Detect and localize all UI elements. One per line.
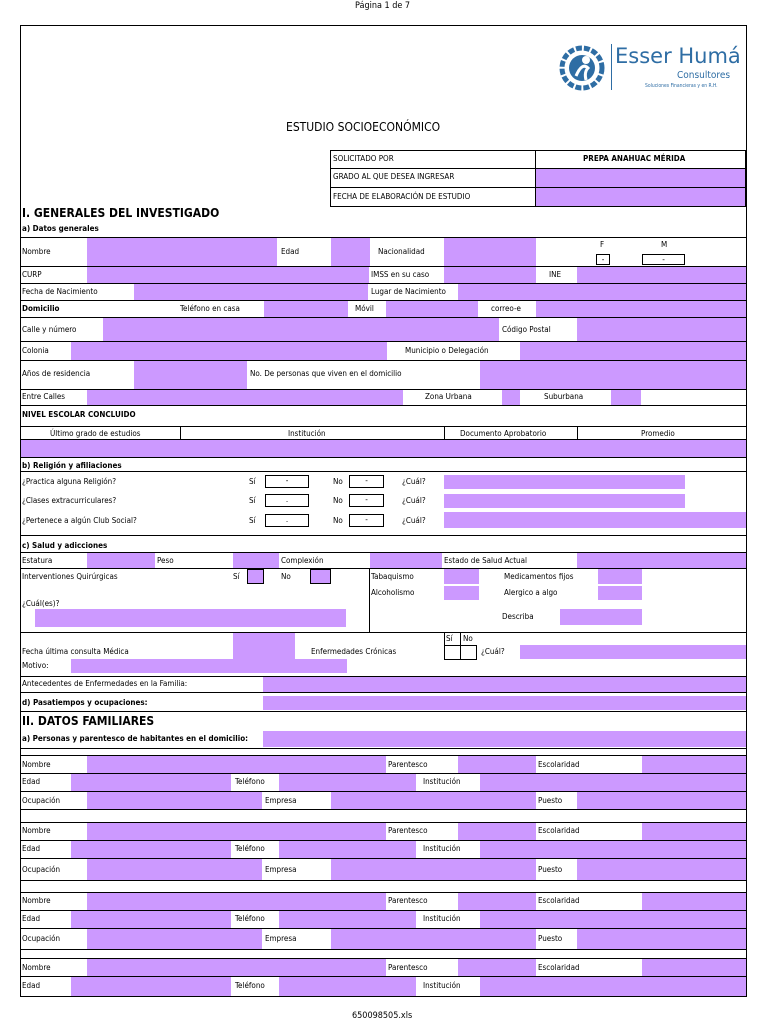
- familiar-2-telefono-label: Teléfono: [235, 844, 265, 853]
- familiar-3-escolaridad-label: Escolaridad: [538, 896, 580, 905]
- correo-field[interactable]: [536, 301, 746, 317]
- anios-field[interactable]: [134, 361, 247, 389]
- motivo-field[interactable]: [71, 659, 347, 673]
- religion-heading: b) Religión y afiliaciones: [22, 461, 122, 470]
- familiar-4-parentesco-label: Parentesco: [388, 963, 428, 972]
- cronicas-checkbox[interactable]: [444, 645, 477, 660]
- familiar-3-nombre-label: Nombre: [22, 896, 51, 905]
- q-religion-si-box[interactable]: -: [265, 475, 309, 488]
- interv-label: Interventiones Quirúrgicas: [22, 572, 118, 581]
- familiar-4-escolaridad-label: Escolaridad: [538, 963, 580, 972]
- q-club-cual: ¿Cuál?: [402, 516, 426, 525]
- imss-label: IMSS en su caso: [371, 270, 430, 279]
- salud-heading: c) Salud y adicciones: [22, 541, 108, 550]
- calle-field[interactable]: [103, 318, 499, 341]
- describa-field[interactable]: [560, 609, 642, 625]
- familiar-1-institucion-field[interactable]: [480, 774, 746, 791]
- m-label: M: [661, 240, 668, 249]
- grado-label: GRADO AL QUE DESEA INGRESAR: [333, 172, 455, 181]
- familiar-3-telefono-label: Teléfono: [235, 914, 265, 923]
- familiar-3-institucion-label: Institución: [423, 914, 461, 923]
- interv-no: No: [281, 572, 291, 581]
- cp-field[interactable]: [577, 318, 746, 341]
- pasatiempos-label: d) Pasatiempos y ocupaciones:: [22, 698, 148, 707]
- q-club-no: No: [333, 516, 343, 525]
- q-club-si: Sí: [249, 516, 256, 525]
- movil-field[interactable]: [386, 301, 478, 317]
- familiar-2-escolaridad-field[interactable]: [642, 823, 746, 840]
- describa-label: Describa: [502, 612, 534, 621]
- q-club-si-box[interactable]: .: [265, 514, 309, 527]
- familiar-2-ocupacion-label: Ocupación: [22, 865, 61, 874]
- familiar-2-edad-field[interactable]: [71, 841, 231, 858]
- alcoholismo-field[interactable]: [444, 586, 479, 600]
- familiar-4-telefono-field[interactable]: [279, 977, 416, 996]
- q-religion-no: No: [333, 477, 343, 486]
- suburbana-label: Suburbana: [544, 392, 584, 401]
- cuales-label: ¿Cuál(es)?: [22, 599, 60, 608]
- nivel-escolar-heading: NIVEL ESCOLAR CONCLUIDO: [22, 410, 136, 419]
- tabaquismo-field[interactable]: [444, 569, 479, 584]
- q-religion-no-box[interactable]: -: [349, 475, 384, 488]
- familiar-4-telefono-label: Teléfono: [235, 981, 265, 990]
- personas-field[interactable]: [480, 361, 746, 389]
- q-clases-no: No: [333, 496, 343, 505]
- fecha-estudio-field[interactable]: [536, 188, 745, 206]
- estado-salud-label: Estado de Salud Actual: [444, 556, 527, 565]
- q-clases-si: Sí: [249, 496, 256, 505]
- q-religion-si: Sí: [249, 477, 256, 486]
- f-label: F: [600, 240, 605, 249]
- municipio-field[interactable]: [520, 342, 746, 360]
- q-clases-label: ¿Clases extracurriculares?: [22, 496, 117, 505]
- fnac-field[interactable]: [134, 284, 368, 300]
- familiar-1-parentesco-field[interactable]: [458, 756, 536, 773]
- correo-label: correo-e: [491, 304, 521, 313]
- file-name: 650098505.xls: [352, 1011, 413, 1021]
- alcoholismo-label: Alcoholismo: [371, 588, 415, 597]
- q-clases-cual: ¿Cuál?: [402, 496, 426, 505]
- cuales-field[interactable]: [35, 609, 346, 627]
- curp-label: CURP: [22, 270, 42, 279]
- familiar-4-edad-field[interactable]: [71, 977, 231, 996]
- q-clases-si-box[interactable]: .: [265, 494, 309, 507]
- consulta-no: No: [463, 634, 473, 643]
- page-number: Página 1 de 7: [355, 1, 411, 11]
- familiar-3-puesto-label: Puesto: [538, 934, 563, 943]
- nacionalidad-label: Nacionalidad: [378, 247, 425, 256]
- lnac-field[interactable]: [458, 284, 746, 300]
- familiar-2-telefono-field[interactable]: [279, 841, 416, 858]
- lnac-label: Lugar de Nacimiento: [371, 287, 446, 296]
- estatura-label: Estatura: [22, 556, 53, 565]
- estado-salud-field[interactable]: [577, 553, 746, 568]
- familiar-1-puesto-label: Puesto: [538, 796, 563, 805]
- familiar-2-edad-label: Edad: [22, 844, 41, 853]
- q-club-no-box[interactable]: -: [349, 514, 384, 527]
- familiar-3-edad-label: Edad: [22, 914, 41, 923]
- promedio-header: Promedio: [641, 429, 675, 438]
- familiar-3-parentesco-field[interactable]: [458, 893, 536, 910]
- escolaridad-row-field[interactable]: [21, 440, 746, 457]
- interv-si: Sí: [233, 572, 240, 581]
- familiar-3-institucion-field[interactable]: [480, 911, 746, 928]
- familiar-1-institucion-label: Institución: [423, 777, 461, 786]
- familiar-1-empresa-label: Empresa: [265, 796, 297, 805]
- familiar-1-edad-field[interactable]: [71, 774, 231, 791]
- consulta-si: Sí: [446, 634, 453, 643]
- sexo-m-checkbox[interactable]: -: [642, 254, 685, 265]
- section-1-title: I. GENERALES DEL INVESTIGADO: [22, 206, 220, 220]
- grado-field[interactable]: [536, 169, 745, 187]
- familiar-2-parentesco-label: Parentesco: [388, 826, 428, 835]
- logo-icon: [556, 42, 608, 94]
- documento-header: Documento Aprobatorio: [460, 429, 547, 438]
- datos-generales-heading: a) Datos generales: [22, 224, 99, 233]
- q-club-label: ¿Pertenece a algún Club Social?: [22, 516, 137, 525]
- logo-name: Esser Humá: [615, 44, 741, 68]
- familiar-1-nombre-field[interactable]: [87, 756, 386, 773]
- anios-label: Años de residencia: [22, 369, 91, 378]
- antecedentes-field[interactable]: [263, 677, 746, 692]
- cronicas-label: Enfermedades Crónicas: [311, 647, 397, 656]
- familiar-2-parentesco-field[interactable]: [458, 823, 536, 840]
- familiar-3-ocupacion-label: Ocupación: [22, 934, 61, 943]
- nacionalidad-field[interactable]: [444, 238, 536, 266]
- familiar-2-puesto-label: Puesto: [538, 865, 563, 874]
- familiar-1-ocupacion-field[interactable]: [87, 792, 262, 809]
- edad-field[interactable]: [331, 238, 370, 266]
- urbana-field[interactable]: [502, 390, 520, 405]
- personas-heading: a) Personas y parentesco de habitantes en el domicilio:: [22, 734, 249, 743]
- personas-heading-field[interactable]: [263, 731, 746, 747]
- personas-label: No. De personas que viven en el domicilio: [250, 369, 402, 378]
- urbana-label: Zona Urbana: [425, 392, 472, 401]
- cronicas-cual-field[interactable]: [520, 645, 746, 659]
- familiar-3-puesto-field[interactable]: [577, 929, 746, 949]
- solicitado-value: PREPA ANAHUAC MÉRIDA: [583, 154, 686, 163]
- tel-casa-label: Teléfono en casa: [180, 304, 240, 313]
- tabaquismo-label: Tabaquismo: [371, 572, 414, 581]
- familiar-4-institucion-label: Institución: [423, 981, 461, 990]
- consulta-label: Fecha última consulta Médica: [22, 647, 129, 656]
- antecedentes-label: Antecedentes de Enfermedades en la Familia:: [22, 679, 188, 688]
- familiar-1-puesto-field[interactable]: [577, 792, 746, 809]
- nombre-field[interactable]: [87, 238, 277, 266]
- institucion-header: Institución: [288, 429, 326, 438]
- solicitado-label: SOLICITADO POR: [333, 154, 394, 163]
- familiar-3-parentesco-label: Parentesco: [388, 896, 428, 905]
- ine-field[interactable]: [577, 267, 746, 283]
- familiar-2-institucion-label: Institución: [423, 844, 461, 853]
- logo-subtitle: Consultores: [677, 70, 731, 81]
- familiar-2-empresa-label: Empresa: [265, 865, 297, 874]
- q-clases-no-box[interactable]: -: [349, 494, 384, 507]
- familiar-1-telefono-field[interactable]: [279, 774, 416, 791]
- q-religion-label: ¿Practica alguna Religión?: [22, 477, 117, 486]
- familiar-1-ocupacion-label: Ocupación: [22, 796, 61, 805]
- entre-label: Entre Calles: [22, 392, 66, 401]
- familiar-4-nombre-field[interactable]: [87, 959, 386, 976]
- curp-field[interactable]: [87, 267, 369, 283]
- calle-label: Calle y número: [22, 325, 77, 334]
- tel-casa-field[interactable]: [264, 301, 348, 317]
- fecha-estudio-label: FECHA DE ELABORACIÓN DE ESTUDIO: [333, 192, 471, 201]
- familiar-3-empresa-field[interactable]: [331, 929, 536, 949]
- cronicas-cual: ¿Cuál?: [481, 647, 505, 656]
- nombre-label: Nombre: [22, 247, 51, 256]
- cp-label: Código Postal: [502, 325, 551, 334]
- familiar-2-escolaridad-label: Escolaridad: [538, 826, 580, 835]
- familiar-1-escolaridad-label: Escolaridad: [538, 760, 580, 769]
- fnac-label: Fecha de Nacimiento: [22, 287, 98, 296]
- familiar-2-nombre-field[interactable]: [87, 823, 386, 840]
- municipio-label: Municipio o Delegación: [405, 346, 489, 355]
- edad-label: Edad: [281, 247, 300, 256]
- colonia-label: Colonia: [22, 346, 49, 355]
- familiar-4-edad-label: Edad: [22, 981, 41, 990]
- familiar-2-puesto-field[interactable]: [577, 859, 746, 880]
- familiar-2-institucion-field[interactable]: [480, 841, 746, 858]
- familiar-4-escolaridad-field[interactable]: [642, 959, 746, 976]
- motivo-label: Motivo:: [22, 661, 49, 670]
- familiar-3-telefono-field[interactable]: [279, 911, 416, 928]
- company-logo: [553, 38, 743, 100]
- familiar-3-nombre-field[interactable]: [87, 893, 386, 910]
- estatura-field[interactable]: [87, 553, 155, 568]
- complexion-label: Complexión: [281, 556, 324, 565]
- familiar-1-parentesco-label: Parentesco: [388, 760, 428, 769]
- interv-si-field[interactable]: [247, 569, 264, 584]
- alergico-label: Alergico a algo: [504, 588, 558, 597]
- familiar-1-edad-label: Edad: [22, 777, 41, 786]
- ultimo-grado-header: Último grado de estudios: [50, 429, 141, 438]
- consulta-fecha-field[interactable]: [233, 633, 295, 660]
- q-club-cual-field[interactable]: [444, 512, 746, 528]
- medicamentos-field[interactable]: [598, 569, 642, 584]
- q-religion-cual: ¿Cuál?: [402, 477, 426, 486]
- suburbana-field[interactable]: [611, 390, 641, 405]
- imss-field[interactable]: [444, 267, 536, 283]
- logo-tagline: Soluciones Financieras y en R.H.: [645, 83, 718, 89]
- sexo-f-checkbox[interactable]: -: [596, 254, 610, 265]
- familiar-3-escolaridad-field[interactable]: [642, 893, 746, 910]
- familiar-1-empresa-field[interactable]: [331, 792, 536, 809]
- medicamentos-label: Medicamentos fijos: [504, 572, 574, 581]
- familiar-2-ocupacion-field[interactable]: [87, 859, 262, 880]
- q-clases-cual-field[interactable]: [444, 494, 685, 508]
- entre-field[interactable]: [87, 390, 403, 405]
- familiar-3-ocupacion-field[interactable]: [87, 929, 262, 949]
- familiar-2-empresa-field[interactable]: [331, 859, 536, 880]
- ine-label: INE: [549, 270, 562, 279]
- familiar-3-empresa-label: Empresa: [265, 934, 297, 943]
- q-religion-cual-field[interactable]: [444, 475, 685, 489]
- interv-no-field[interactable]: [310, 569, 331, 584]
- familiar-4-nombre-label: Nombre: [22, 963, 51, 972]
- familiar-4-parentesco-field[interactable]: [458, 959, 536, 976]
- familiar-1-nombre-label: Nombre: [22, 760, 51, 769]
- peso-field[interactable]: [233, 553, 279, 568]
- complexion-field[interactable]: [370, 553, 442, 568]
- colonia-field[interactable]: [71, 342, 387, 360]
- form-title: ESTUDIO SOCIOECONÓMICO: [286, 120, 441, 134]
- familiar-2-nombre-label: Nombre: [22, 826, 51, 835]
- movil-label: Móvil: [355, 304, 374, 313]
- familiar-1-telefono-label: Teléfono: [235, 777, 265, 786]
- familiar-3-edad-field[interactable]: [71, 911, 231, 928]
- familiar-4-institucion-field[interactable]: [480, 977, 746, 996]
- alergico-field[interactable]: [598, 586, 642, 600]
- peso-label: Peso: [157, 556, 174, 565]
- familiar-1-escolaridad-field[interactable]: [642, 756, 746, 773]
- pasatiempos-field[interactable]: [263, 696, 746, 710]
- section-2-title: II. DATOS FAMILIARES: [22, 714, 155, 728]
- domicilio-label: Domicilio: [22, 304, 60, 313]
